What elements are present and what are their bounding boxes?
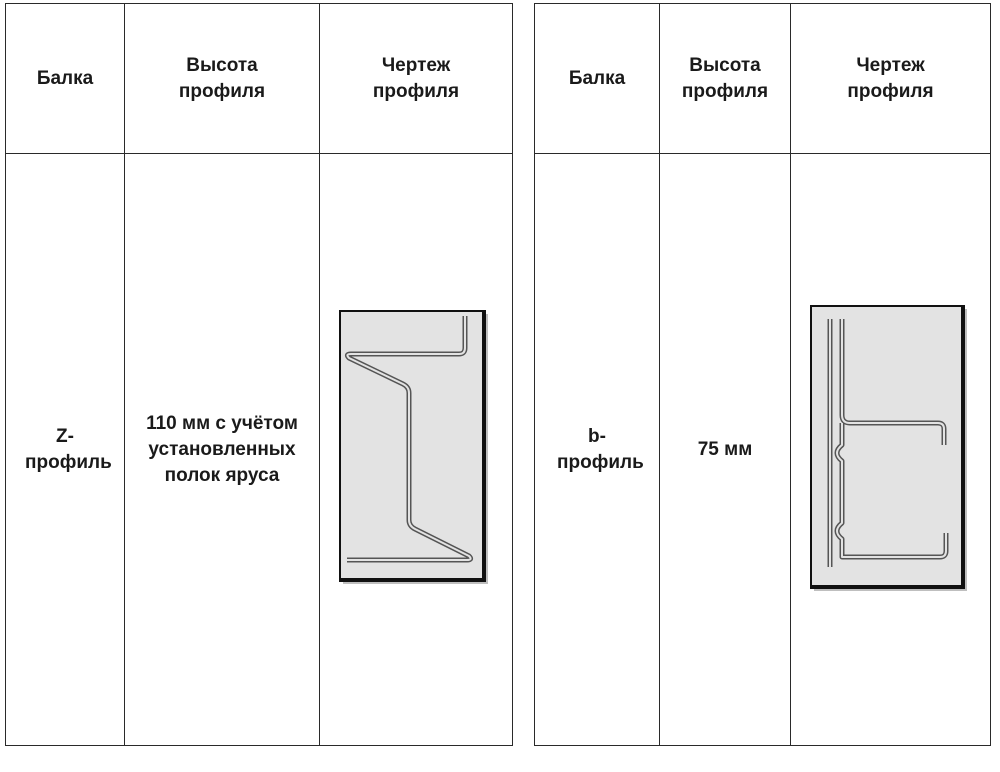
z-profile-drawing-icon xyxy=(339,310,494,590)
height-value: 75 мм xyxy=(697,438,753,460)
beam-name: Z- профиль xyxy=(25,425,112,473)
header-drawing xyxy=(791,4,991,154)
drawing-cell xyxy=(320,154,513,746)
drawing-cell xyxy=(791,154,991,746)
header-row xyxy=(535,4,991,154)
table-row xyxy=(6,154,513,746)
b-profile-table xyxy=(534,3,991,746)
b-profile-drawing-icon xyxy=(810,305,972,595)
header-row xyxy=(6,4,513,154)
header-drawing xyxy=(320,4,513,154)
beam-cell xyxy=(6,154,125,746)
header-height-text: Высота профиля xyxy=(681,54,769,102)
height-cell xyxy=(660,154,791,746)
height-value: 110 мм с учётом установленных полок яруса xyxy=(146,412,298,486)
header-height xyxy=(660,4,791,154)
header-drawing-text: Чертеж профиля xyxy=(847,54,934,102)
header-height xyxy=(125,4,320,154)
header-drawing-text: Чертеж профиля xyxy=(372,54,460,102)
header-height-text: Высота профиля xyxy=(178,54,266,102)
header-beam: Балка xyxy=(535,4,660,154)
height-cell xyxy=(125,154,320,746)
beam-cell xyxy=(535,154,660,746)
z-profile-table xyxy=(5,3,513,746)
beam-name: b- профиль xyxy=(557,425,644,473)
table-row xyxy=(535,154,991,746)
header-beam: Балка xyxy=(6,4,125,154)
